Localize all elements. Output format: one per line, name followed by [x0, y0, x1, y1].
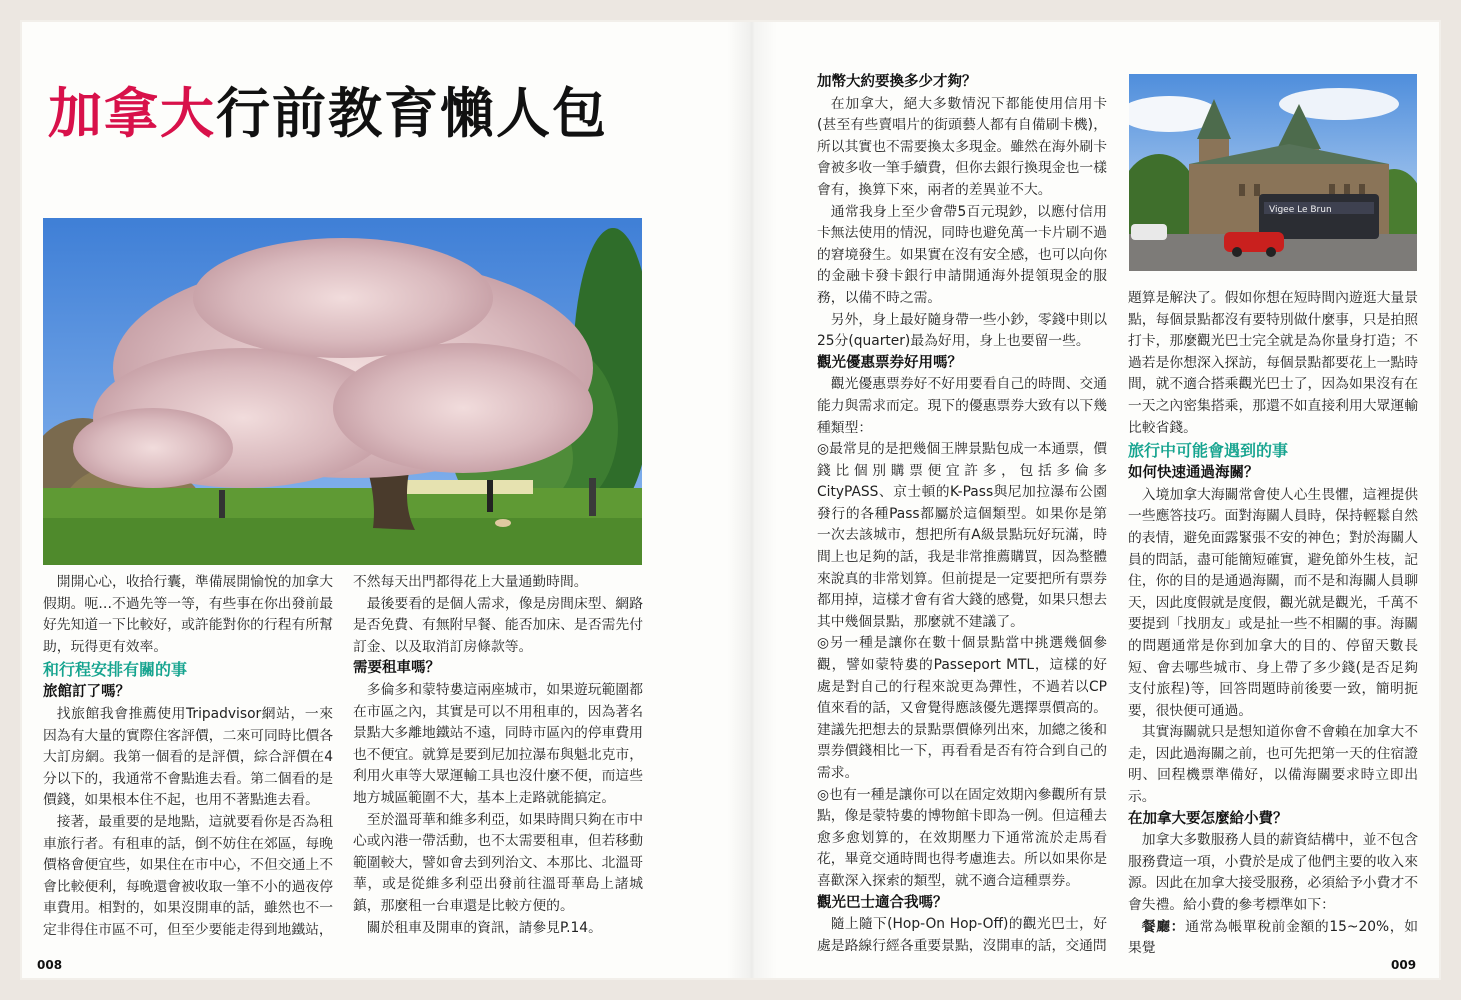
paragraph: 加拿大多數服務人員的薪資結構中，並不包含服務費這一項，小費於是成了他們主要的收入來源。因此在加拿大接受服務，必須給予小費才不會失禮。給小費的參考標準如下：: [1128, 832, 1418, 914]
paragraph: 入境加拿大海關常會使人心生畏懼，這裡提供一些應答技巧。面對海關人員時，保持輕鬆自然的表情，避免面露緊張不安的神色；對於海關人員的問話，盡可能簡短確實，避免節外生枝，記住，你的目的是通過海關，而不是和海關人員聊天，因此度假就是度假，觀光就是觀光，千萬不要提到「找朋友」或是扯一些不相關的事。海關的問題通常是你到加拿大的目的、停留天數長短、會去哪些城市、身上帶了多少錢(是否足夠支付旅程)等，回答問題時前後要一致，簡明扼要，很快便可通過。: [1128, 486, 1418, 719]
question-currency: 加幣大約要換多少才夠？: [817, 74, 977, 90]
paragraph: [1128, 917, 1418, 960]
paragraph: 找旅館我會推薦使用Tripadvisor網站，一來因為有大量的實際住客評價，二來可同時比價各大訂房網。我第一個看的是評價，綜合評價在4分以下的，我通常不會點進去看。第二個看的是價錢，如果根本住不起，也用不著點進去看。: [43, 705, 333, 809]
restaurant-label: 餐廳：: [1141, 918, 1186, 935]
paragraph: 觀光優惠票券好不好用要看自己的時間、交通能力與需求而定。現下的優惠票券大致有以下幾種類型：: [817, 376, 1107, 436]
question-tipping: 在加拿大要怎麼給小費？: [1128, 810, 1288, 827]
paragraph: 其實海關就只是想知道你會不會賴在加拿大不走，因此過海關之前，也可先把第一天的住宿證明、回程機票準備好，以備海關要求時立即出示。: [1128, 724, 1418, 806]
paragraph: 在加拿大，絕大多數情況下都能使用信用卡(甚至有些賣唱片的街頭藝人都有自備刷卡機)，所以其實也不需要換太多現金。雖然在海外刷卡會被多收一筆手續費，但你去銀行換現金也一樣會有，換算下來，兩者的差異並不大。: [817, 95, 1107, 198]
paragraph: 多倫多和蒙特婁這兩座城市，如果遊玩範圍都在市區之內，其實是可以不用租車的，因為著名景點大多離地鐵站不遠，同時市區內的停車費用也不便宜。就算是要到尼加拉瀑布與魁北克市，利用火車等大眾運輸工具也沒什麼不便，而這些地方城區範圍不大，基本上走路就能搞定。: [353, 681, 643, 806]
bus-sign-text: Vigee Le Brun: [1269, 205, 1332, 215]
page-number-left: 008: [37, 958, 63, 972]
paragraph: ◎也有一種是讓你可以在固定效期內參觀所有景點，像是蒙特婁的博物館卡即為一例。但這種去愈多愈划算的，在效期壓力下通常流於走馬看花，畢竟交通時間也得考慮進去。所以如果你是喜歡深入探索的類型，就不適合這種票券。: [817, 786, 1107, 889]
left-column-1: [43, 572, 333, 942]
question-hotel: 旅館訂了嗎？: [43, 684, 130, 701]
right-column-2: [1128, 288, 1418, 960]
question-passes: 觀光優惠票券好用嗎？: [817, 354, 962, 371]
paragraph: 隨上隨下(Hop-On Hop-Off)的觀光巴士，好處是路線行經各重要景點，沒開車的話，交通問: [817, 916, 1107, 954]
paragraph: 不然每天出門都得花上大量通勤時間。: [353, 574, 588, 590]
page-gutter: [727, 22, 777, 978]
right-column-1: [817, 72, 1107, 957]
paragraph: ◎最常見的是把幾個王牌景點包成一本通票，價錢比個別購票便宜許多，包括多倫多CityPASS、京士頓的K-Pass與尼加拉瀑布公園發行的各種Pass都屬於這個類型。如果你是第一次去該城市，想把所有A級景點玩好玩滿，時間上也足夠的話，我是非常推薦購買，因為整體來說真的非常划算。但前提是一定要把所有票券都用掉，這樣才會有省大錢的感覺，如果只想去其中幾個景點，那麼就不建議了。: [817, 441, 1107, 630]
question-customs: 如何快速通過海關？: [1128, 465, 1259, 482]
paragraph: 接著，最重要的是地點，這就要看你是否為租車旅行者。有租車的話，倒不妨住在郊區，每晚價格會便宜些，如果住在市中心，不但交通上不會比較便利，每晚還會被收取一筆不小的過夜停車費用。相對的，如果沒開車的話，雖然也不一定非得住市區不可，但至少要能走得到地鐵站，: [43, 813, 333, 938]
paragraph: 最後要看的是個人需求，像是房間床型、網路是否免費、有無附早餐、能否加床、是否需先付訂金、以及取消訂房條款等。: [353, 595, 643, 655]
question-tour-bus: 觀光巴士適合我嗎？: [817, 894, 948, 911]
page-number-right: 009: [1391, 958, 1417, 972]
parliament-building-photo: [1129, 74, 1417, 271]
page-title: [48, 82, 608, 147]
title-rest: 行前教育懶人包: [216, 82, 608, 145]
paragraph: 至於溫哥華和維多利亞，如果時間只夠在市中心或內港一帶活動，也不太需要租車，但若移動範圍較大，譬如會去到列治文、本那比、北溫哥華，或是從維多利亞出發前往溫哥華島上諸城鎮，那麼租一台車還是比較方便的。: [353, 811, 643, 914]
restaurant-text: 通常為帳單稅前金額的15~20%，如果覺: [1128, 918, 1418, 957]
paragraph: 另外，身上最好隨身帶一些小鈔，零錢中則以25分(quarter)最為好用，身上也要留一些。: [817, 311, 1107, 350]
intro-paragraph: 開開心心，收拾行囊，準備展開愉悅的加拿大假期。呃…不過先等一等，有些事在你出發前最好先知道一下比較好，或許能對你的行程有所幫助，玩得更有效率。: [43, 574, 333, 655]
cherry-blossom-tree-photo: [43, 218, 642, 565]
paragraph: 題算是解決了。假如你想在短時間內遊逛大量景點，每個景點都沒有要特別做什麼事，只是拍照打卡，那麼觀光巴士完全就是為你量身打造；不過若是你想深入探訪，每個景點都要花上一點時間，就不適合搭乘觀光巴士了，因為如果沒有在一天之內密集搭乘，那還不如直接利用大眾運輸比較省錢。: [1128, 290, 1418, 436]
question-car-rental: 需要租車嗎？: [353, 660, 440, 677]
paragraph: 通常我身上至少會帶5百元現鈔，以應付信用卡無法使用的情況，同時也避免萬一卡片刷不過的窘境發生。如果實在沒有安全感，也可以向你的金融卡發卡銀行申請開通海外提領現金的服務，以備不時之需。: [817, 203, 1107, 306]
title-accent: 加拿大: [48, 82, 216, 145]
paragraph: ◎另一種是讓你在數十個景點當中挑選幾個參觀，譬如蒙特婁的Passeport MTL，這樣的好處是對自己的行程來說更為彈性，不過若以CP值來看的話，又會覺得應該優先選擇票價高的。建議先把想去的景點票價條列出來，加總之後和票券價錢相比一下，再看看是否有符合到自己的需求。: [817, 635, 1107, 781]
paragraph: 關於租車及開車的資訊，請參見P.14。: [366, 919, 602, 936]
section-heading-itinerary: 和行程安排有關的事: [43, 660, 188, 680]
section-heading-travel: 旅行中可能會遇到的事: [1128, 441, 1289, 461]
left-column-2: [353, 572, 643, 939]
